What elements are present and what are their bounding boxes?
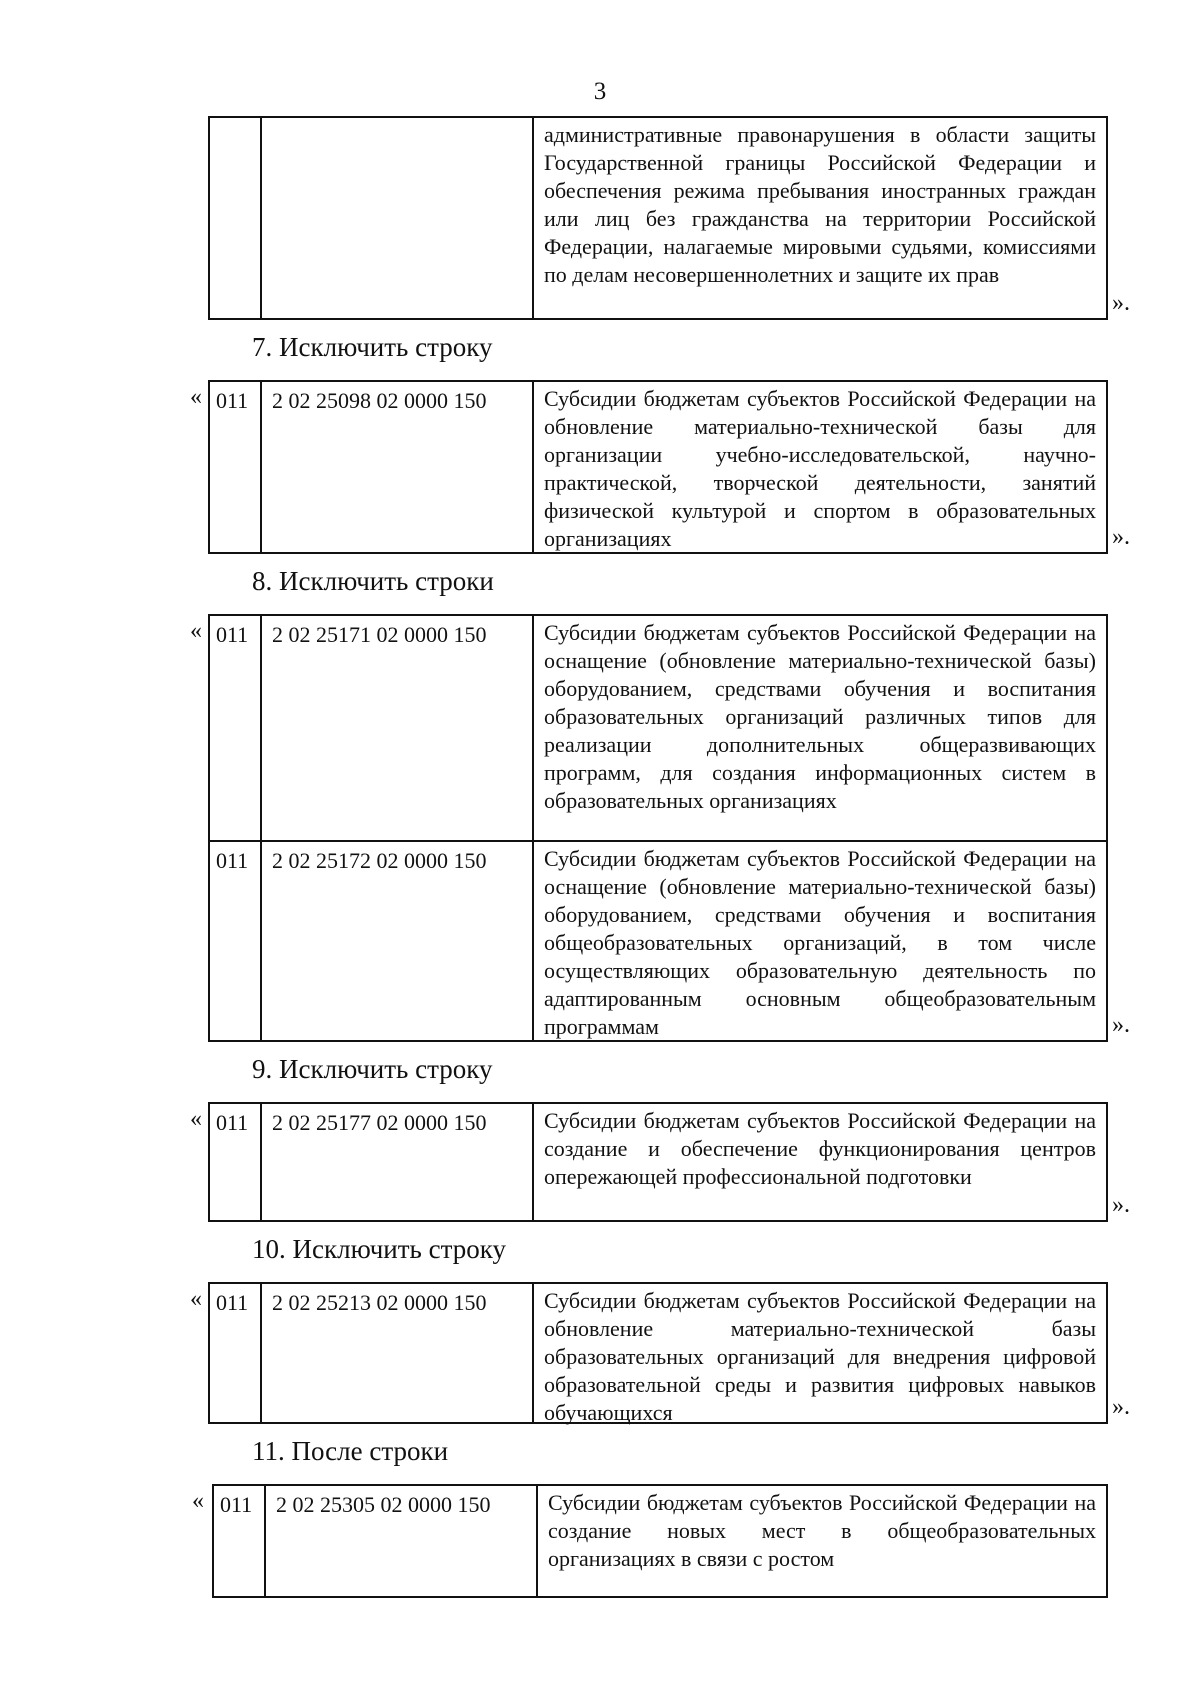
open-quote: «: [192, 1488, 204, 1514]
close-quote: ».: [1112, 1012, 1130, 1038]
kbk-cell: 2 02 25098 02 0000 150: [262, 382, 534, 552]
open-quote: «: [190, 1106, 202, 1132]
kbk-cell: 2 02 25305 02 0000 150: [266, 1486, 538, 1596]
name-cell: Субсидии бюджетам субъектов Российской Федерации на оснащение (обновление материально-технической базы) оборудованием, средствами обучения и воспитания образовательных организаций различных типов для реализации дополнительных общеразвивающих программ, для создания информационных систем в образовательных организациях: [544, 620, 1096, 813]
open-quote: «: [190, 384, 202, 410]
code-cell: 011: [210, 382, 262, 552]
table-section-7: [208, 380, 1108, 554]
name-cell: Субсидии бюджетам субъектов Российской Федерации на обновление материально-технической базы образовательных организаций для внедрения цифровой образовательной среды и развития цифровых навыков обучающихся: [544, 1288, 1096, 1425]
name-cell: Субсидии бюджетам субъектов Российской Федерации на создание новых мест в общеобразовательных организациях в связи с ростом: [548, 1490, 1096, 1571]
code-cell: 011: [210, 616, 262, 840]
name-cell: Субсидии бюджетам субъектов Российской Федерации на оснащение (обновление материально-технической базы) оборудованием, средствами обучения и воспитания общеобразовательных организаций, в том числе осуществляющих образовательную деятельность по адаптированным основным общеобразовательным программам: [544, 846, 1096, 1039]
table-section-9: [208, 1102, 1108, 1222]
name-cell: Субсидии бюджетам субъектов Российской Федерации на обновление материально-технической базы для организации учебно-исследовательской, научно-практической, творческой деятельности, занятий физической культурой и спортом в образовательных организациях: [544, 386, 1096, 551]
close-quote: ».: [1112, 1192, 1130, 1218]
section-heading: 10. Исключить строку: [252, 1234, 506, 1264]
page-number: 3: [593, 78, 607, 105]
code-cell: [210, 118, 262, 318]
name-cell: административные правонарушения в области защиты Государственной границы Российской Федерации и обеспечения режима пребывания иностранных граждан или лиц без гражданства на территории Российской Федерации, налагаемые мировыми судьями, комиссиями по делам несовершеннолетних и защите их прав: [544, 122, 1096, 287]
code-cell: 011: [210, 1104, 262, 1220]
kbk-cell: 2 02 25172 02 0000 150: [262, 842, 534, 1040]
kbk-cell: 2 02 25171 02 0000 150: [262, 616, 534, 840]
section-heading: 11. После строки: [252, 1436, 449, 1466]
open-quote: «: [190, 1286, 202, 1312]
close-quote: ».: [1112, 290, 1130, 316]
name-cell: Субсидии бюджетам субъектов Российской Федерации на создание и обеспечение функционирования центров опережающей профессиональной подготовки: [544, 1108, 1096, 1189]
close-quote: ».: [1112, 1394, 1130, 1420]
section-heading: 7. Исключить строку: [252, 332, 493, 362]
kbk-cell: [262, 118, 534, 318]
table-section-8: [208, 614, 1108, 1042]
table-section-11: [212, 1484, 1108, 1598]
kbk-cell: 2 02 25177 02 0000 150: [262, 1104, 534, 1220]
kbk-cell: 2 02 25213 02 0000 150: [262, 1284, 534, 1422]
section-heading: 8. Исключить строки: [252, 566, 494, 596]
open-quote: «: [190, 618, 202, 644]
table-row: [210, 840, 1106, 1040]
table-row: [210, 616, 1106, 840]
close-quote: ».: [1112, 524, 1130, 550]
table-section-10: [208, 1282, 1108, 1424]
code-cell: 011: [214, 1486, 266, 1596]
code-cell: 011: [210, 842, 262, 1040]
table-top-fragment: [208, 116, 1108, 320]
section-heading: 9. Исключить строку: [252, 1054, 493, 1084]
code-cell: 011: [210, 1284, 262, 1422]
